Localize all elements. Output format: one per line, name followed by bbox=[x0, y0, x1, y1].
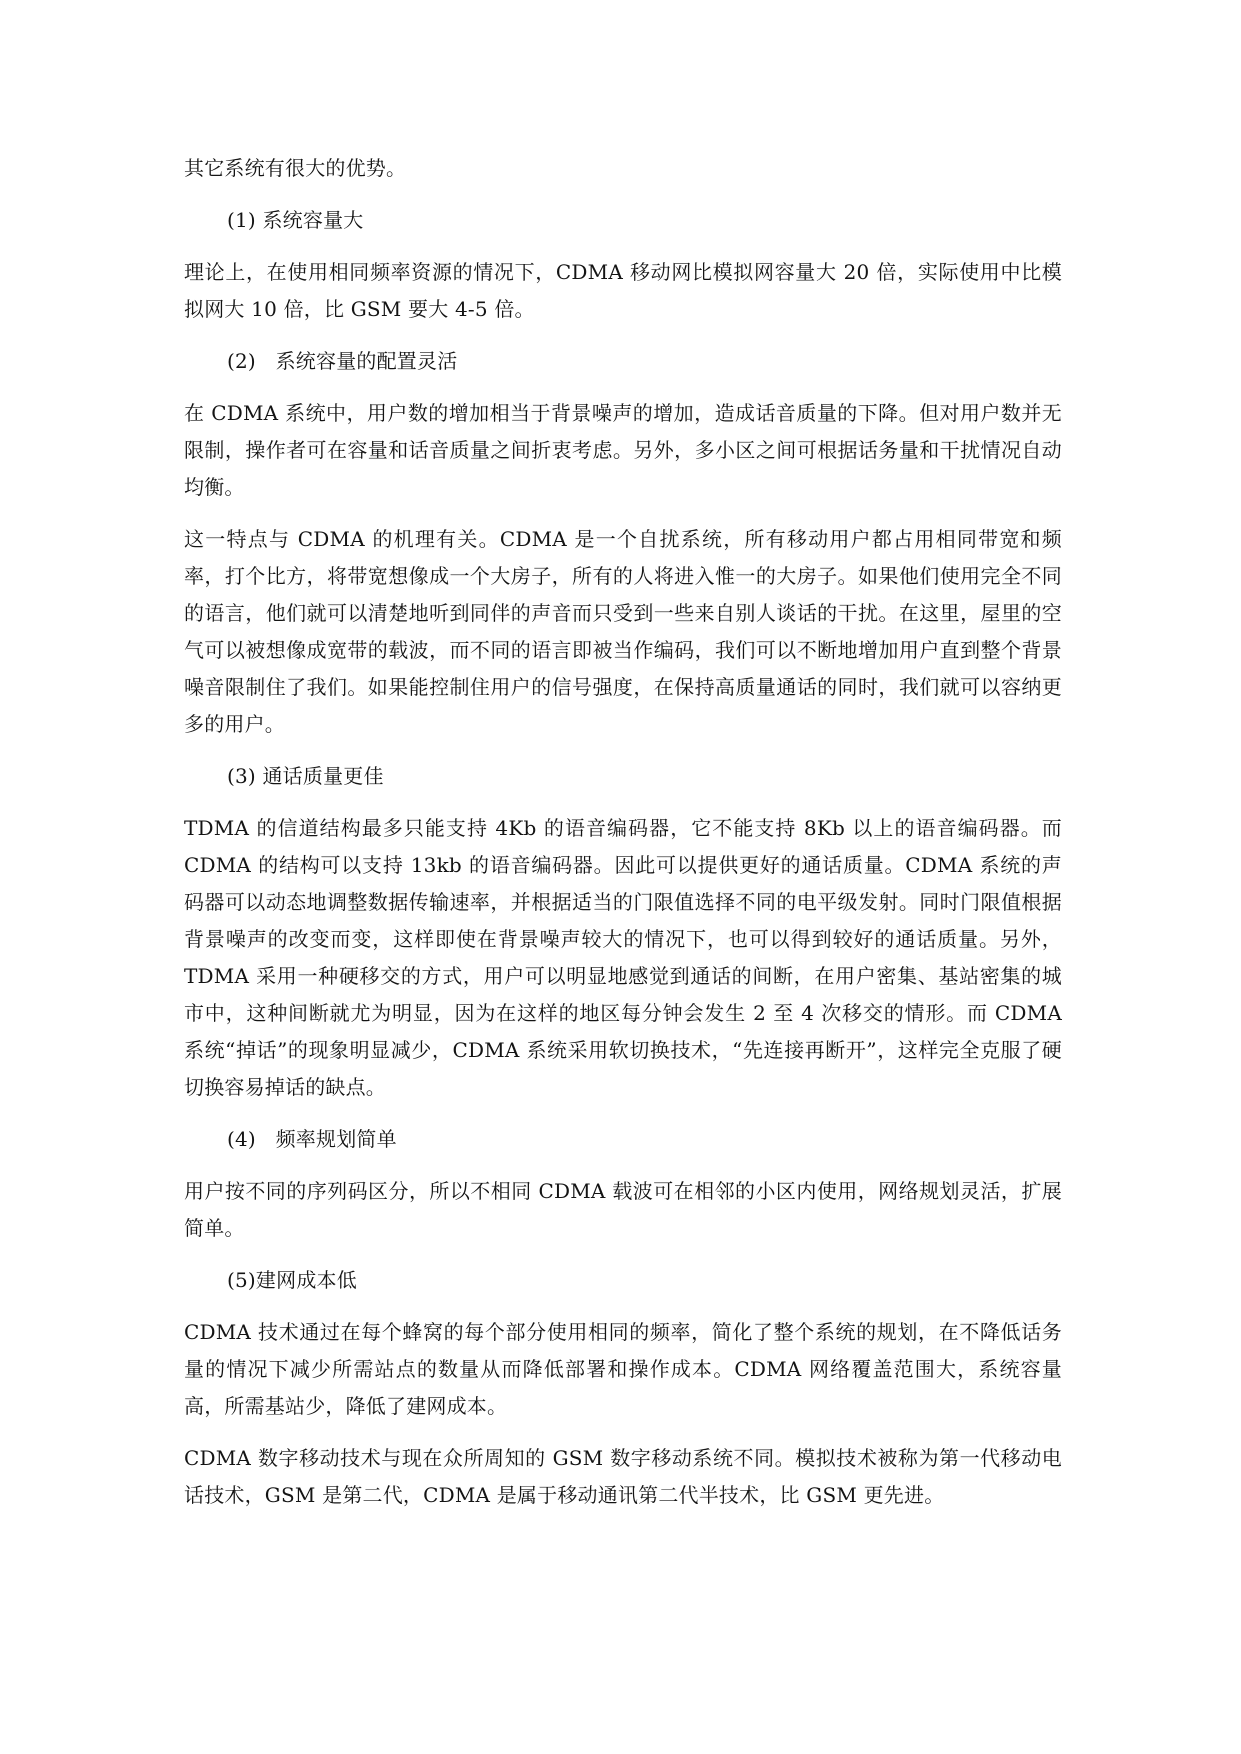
section-heading-flexible-config: (2) 系统容量的配置灵活 bbox=[227, 349, 458, 373]
paragraph-generations: CDMA 数字移动技术与现在众所周知的 GSM 数字移动系统不同。模拟技术被称为第一代移动电话技术，GSM 是第二代，CDMA 是属于移动通讯第二代半技术，比 GSM 更先进。 bbox=[184, 1446, 1062, 1507]
section-heading-low-cost: (5)建网成本低 bbox=[227, 1268, 357, 1292]
paragraph-capacity: 理论上，在使用相同频率资源的情况下，CDMA 移动网比模拟网容量大 20 倍，实际使用中比模拟网大 10 倍，比 GSM 要大 4-5 倍。 bbox=[184, 260, 1062, 321]
section-heading-capacity: (1) 系统容量大 bbox=[227, 208, 364, 232]
section-heading-frequency-planning: (4) 频率规划简单 bbox=[227, 1127, 397, 1151]
section-heading-call-quality: (3) 通话质量更佳 bbox=[227, 764, 384, 788]
document-body bbox=[184, 150, 1069, 1514]
paragraph-self-interference: 这一特点与 CDMA 的机理有关。CDMA 是一个自扰系统，所有移动用户都占用相同带宽和频率，打个比方，将带宽想像成一个大房子，所有的人将进入惟一的大房子。如果他们使用完全不同的语言，他们就可以清楚地听到同伴的声音而只受到一些来自别人谈话的干扰。在这里，屋里的空气可以被想像成宽带的载波，而不同的语言即被当作编码，我们可以不断地增加用户直到整个背景噪音限制住了我们。如果能控制住用户的信号强度，在保持高质量通话的同时，我们就可以容纳更多的用户。 bbox=[184, 527, 1062, 736]
paragraph-frequency-planning: 用户按不同的序列码区分，所以不相同 CDMA 载波可在相邻的小区内使用，网络规划灵活，扩展简单。 bbox=[184, 1179, 1062, 1240]
intro-paragraph: 其它系统有很大的优势。 bbox=[184, 156, 407, 180]
paragraph-low-cost: CDMA 技术通过在每个蜂窝的每个部分使用相同的频率，简化了整个系统的规划，在不降低话务量的情况下减少所需站点的数量从而降低部署和操作成本。CDMA 网络覆盖范围大，系统容量高，所需基站少，降低了建网成本。 bbox=[184, 1320, 1062, 1418]
paragraph-flexible-config: 在 CDMA 系统中，用户数的增加相当于背景噪声的增加，造成话音质量的下降。但对用户数并无限制，操作者可在容量和话音质量之间折衷考虑。另外，多小区之间可根据话务量和干扰情况自动均衡。 bbox=[184, 401, 1062, 499]
paragraph-call-quality: TDMA 的信道结构最多只能支持 4Kb 的语音编码器，它不能支持 8Kb 以上的语音编码器。而 CDMA 的结构可以支持 13kb 的语音编码器。因此可以提供更好的通话质量。CDMA 系统的声码器可以动态地调整数据传输速率，并根据适当的门限值选择不同的电平级发射。同时门限值根据背景噪声的改变而变，这样即使在背景噪声较大的情况下，也可以得到较好的通话质量。另外，TDMA 采用一种硬移交的方式，用户可以明显地感觉到通话的间断，在用户密集、基站密集的城市中，这种间断就尤为明显，因为在这样的地区每分钟会发生 2 至 4 次移交的情形。而 CDMA 系统“掉话”的现象明显减少，CDMA 系统采用软切换技术，“先连接再断开”，这样完全克服了硬切换容易掉话的缺点。 bbox=[184, 816, 1069, 1099]
